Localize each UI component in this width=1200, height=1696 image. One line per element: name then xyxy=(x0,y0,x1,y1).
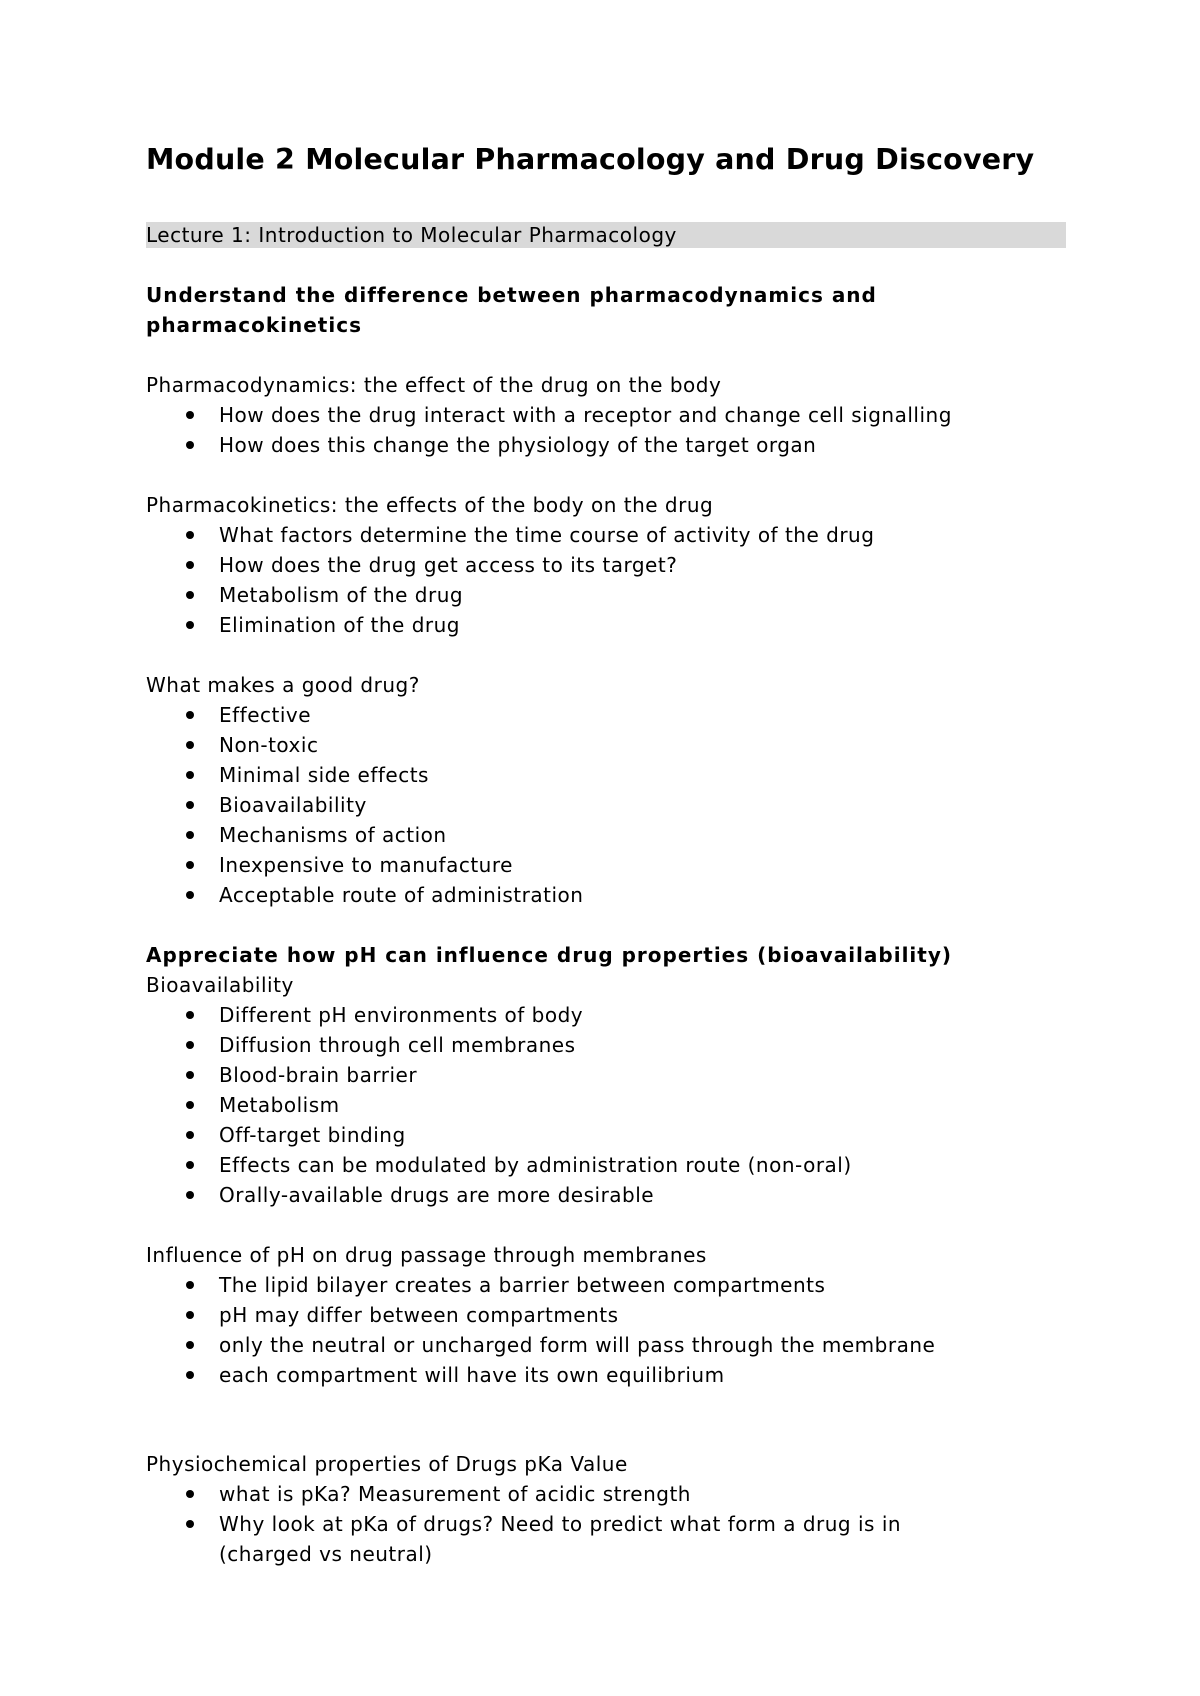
list-item-text: each compartment will have its own equilibrium xyxy=(219,1363,725,1387)
list-item-text: Different pH environments of body xyxy=(219,1003,584,1027)
bullet-icon xyxy=(186,891,194,899)
list-item-text: The lipid bilayer creates a barrier between compartments xyxy=(219,1273,826,1297)
bullet-icon xyxy=(186,801,194,809)
good-drug-list xyxy=(146,700,1066,910)
list-item-text: Non-toxic xyxy=(219,733,319,757)
bullet-icon xyxy=(186,1191,194,1199)
list-item-text: Off-target binding xyxy=(219,1123,406,1147)
bullet-icon xyxy=(186,441,194,449)
bioavailability-list xyxy=(146,1000,1066,1210)
ph-membranes-list xyxy=(146,1270,1066,1390)
list-item-text: Diffusion through cell membranes xyxy=(219,1033,576,1057)
bullet-icon xyxy=(186,1341,194,1349)
bullet-icon xyxy=(186,831,194,839)
list-item xyxy=(146,790,1066,820)
list-item xyxy=(146,730,1066,760)
list-item xyxy=(146,520,1066,550)
list-item xyxy=(146,1509,1066,1569)
list-item xyxy=(146,1120,1066,1150)
ph-membranes-intro: Influence of pH on drug passage through membranes xyxy=(146,1243,707,1267)
bullet-icon xyxy=(186,561,194,569)
list-item-text: What factors determine the time course of activity of the drug xyxy=(219,523,875,547)
list-item xyxy=(146,550,1066,580)
bullet-icon xyxy=(186,1520,194,1528)
section-heading-pd-pk: Understand the difference between pharmacodynamics and pharmacokinetics xyxy=(146,283,877,337)
bullet-icon xyxy=(186,621,194,629)
list-item-text: Why look at pKa of drugs? Need to predict what form a drug is in (charged vs neutral) xyxy=(219,1512,902,1566)
list-item xyxy=(146,1180,1066,1210)
bullet-icon xyxy=(186,1371,194,1379)
list-item-text: How does this change the physiology of the target organ xyxy=(219,433,817,457)
list-item-text: Bioavailability xyxy=(219,793,367,817)
list-item-text: Metabolism of the drug xyxy=(219,583,464,607)
list-item-text: How does the drug interact with a receptor and change cell signalling xyxy=(219,403,952,427)
list-item xyxy=(146,700,1066,730)
lecture-heading: Lecture 1: Introduction to Molecular Pharmacology xyxy=(146,222,1066,248)
list-item-text: Elimination of the drug xyxy=(219,613,460,637)
list-item-text: Metabolism xyxy=(219,1093,340,1117)
list-item xyxy=(146,1360,1066,1390)
list-item-text: Acceptable route of administration xyxy=(219,883,584,907)
list-item xyxy=(146,1330,1066,1360)
list-item-text: Orally-available drugs are more desirable xyxy=(219,1183,655,1207)
list-item-text: Effective xyxy=(219,703,312,727)
list-item xyxy=(146,850,1066,880)
bullet-icon xyxy=(186,861,194,869)
bullet-icon xyxy=(186,1311,194,1319)
list-item xyxy=(146,1090,1066,1120)
bullet-icon xyxy=(186,741,194,749)
bullet-icon xyxy=(186,711,194,719)
list-item-text: Inexpensive to manufacture xyxy=(219,853,513,877)
list-item-text: pH may differ between compartments xyxy=(219,1303,619,1327)
list-item xyxy=(146,1479,1066,1509)
bullet-icon xyxy=(186,1281,194,1289)
list-item xyxy=(146,580,1066,610)
pka-intro: Physiochemical properties of Drugs pKa Value xyxy=(146,1452,628,1476)
bullet-icon xyxy=(186,1071,194,1079)
pka-list xyxy=(146,1479,1066,1569)
list-item xyxy=(146,610,1066,640)
pharmacodynamics-intro: Pharmacodynamics: the effect of the drug on the body xyxy=(146,373,722,397)
list-item-text: Blood-brain barrier xyxy=(219,1063,418,1087)
section-heading-ph: Appreciate how pH can influence drug properties (bioavailability) xyxy=(146,943,953,967)
document-page xyxy=(146,140,1066,1569)
bullet-icon xyxy=(186,1490,194,1498)
bullet-icon xyxy=(186,1041,194,1049)
bullet-icon xyxy=(186,531,194,539)
list-item-text: Effects can be modulated by administration route (non-oral) xyxy=(219,1153,852,1177)
list-item-text: only the neutral or uncharged form will pass through the membrane xyxy=(219,1333,936,1357)
bioavailability-intro: Bioavailability xyxy=(146,973,294,997)
list-item-text: what is pKa? Measurement of acidic strength xyxy=(219,1482,691,1506)
list-item xyxy=(146,1060,1066,1090)
list-item xyxy=(146,430,1066,460)
bullet-icon xyxy=(186,591,194,599)
list-item xyxy=(146,1000,1066,1030)
bullet-icon xyxy=(186,411,194,419)
bullet-icon xyxy=(186,1131,194,1139)
list-item-text: Minimal side effects xyxy=(219,763,429,787)
list-item xyxy=(146,760,1066,790)
list-item-text: How does the drug get access to its target? xyxy=(219,553,678,577)
pharmacodynamics-list xyxy=(146,400,1066,460)
bullet-icon xyxy=(186,1161,194,1169)
pharmacokinetics-list xyxy=(146,520,1066,640)
list-item xyxy=(146,1150,1066,1180)
bullet-icon xyxy=(186,771,194,779)
list-item xyxy=(146,1300,1066,1330)
bullet-icon xyxy=(186,1101,194,1109)
list-item xyxy=(146,880,1066,910)
list-item xyxy=(146,820,1066,850)
list-item xyxy=(146,1270,1066,1300)
document-title: Module 2 Molecular Pharmacology and Drug Discovery xyxy=(146,143,1035,176)
bullet-icon xyxy=(186,1011,194,1019)
list-item-text: Mechanisms of action xyxy=(219,823,447,847)
list-item xyxy=(146,400,1066,430)
pharmacokinetics-intro: Pharmacokinetics: the effects of the body on the drug xyxy=(146,493,714,517)
list-item xyxy=(146,1030,1066,1060)
good-drug-intro: What makes a good drug? xyxy=(146,673,420,697)
